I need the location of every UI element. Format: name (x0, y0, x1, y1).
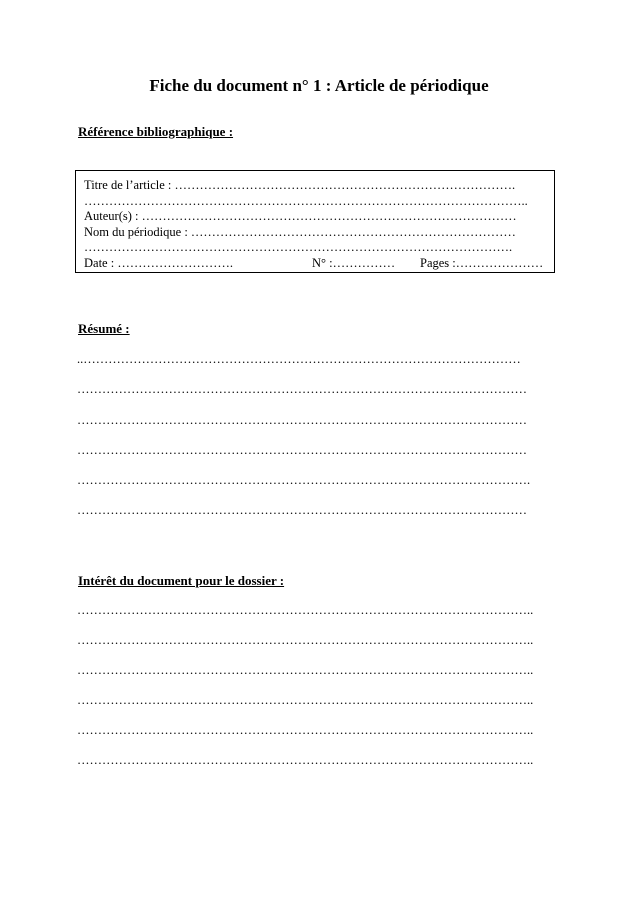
date-number-pages-row (84, 256, 554, 272)
issue-number-field: N° :…………… (312, 255, 396, 270)
interest-line: ……………………………………………………………………………………………….. (77, 693, 534, 707)
article-title-field: Titre de l’article : ………………………………………………………………………. (84, 178, 516, 192)
summary-heading: Résumé : (78, 321, 130, 336)
reference-heading: Référence bibliographique : (78, 124, 234, 139)
summary-line: ……………………………………………………………………………………………… (77, 503, 527, 517)
interest-line: ……………………………………………………………………………………………….. (77, 633, 534, 647)
interest-line: ……………………………………………………………………………………………….. (77, 663, 534, 677)
periodical-name-field: Nom du périodique : …………………………………………………………………… (84, 224, 516, 239)
authors-field: Auteur(s) : ……………………………………………………………………………… (84, 209, 517, 223)
periodical-name-continuation: …………………………………………………………………………………………. (84, 240, 513, 254)
summary-line: ..…………………………………………………………………………………………… (77, 352, 521, 366)
reference-box (75, 170, 555, 273)
summary-line: ………………………………………………………………………………………………. (77, 473, 531, 487)
article-title-continuation: …………………………………………………………………………………………….. (84, 193, 528, 208)
interest-line: ……………………………………………………………………………………………….. (77, 723, 534, 737)
summary-line: ……………………………………………………………………………………………… (77, 413, 527, 427)
summary-line: ……………………………………………………………………………………………… (77, 382, 527, 396)
interest-heading: Intérêt du document pour le dossier : (78, 573, 285, 588)
interest-line: ……………………………………………………………………………………………….. (77, 603, 534, 617)
interest-line: ……………………………………………………………………………………………….. (77, 753, 534, 767)
summary-line: ……………………………………………………………………………………………… (77, 443, 527, 457)
page-title: Fiche du document n° 1 : Article de périodique (149, 76, 489, 95)
pages-field: Pages :………………… (420, 255, 544, 270)
date-field: Date : ………………………. (84, 255, 233, 270)
